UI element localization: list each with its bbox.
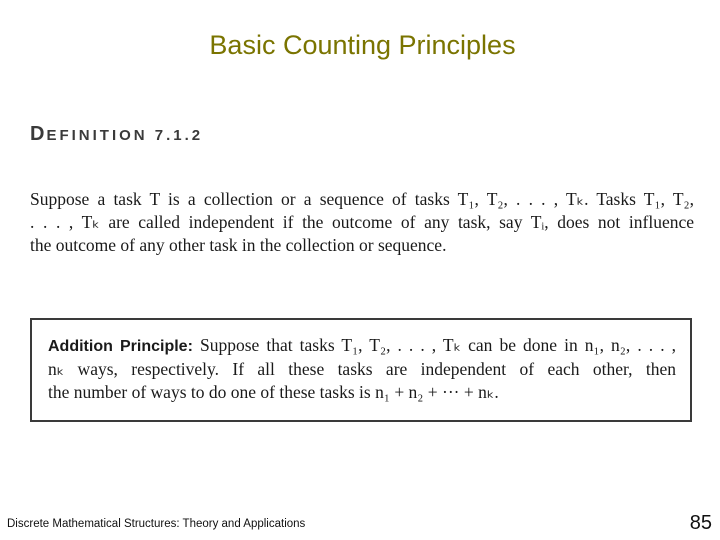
addition-principle-line1: Suppose that tasks T₁, T₂, . . . , Tₖ can be done in n₁, n₂, . . . , bbox=[199, 335, 677, 355]
definition-line: . . . , Tₖ are called independent if the outcome of any task, say Tᵢ, does not influence bbox=[30, 212, 694, 232]
definition-heading-initial: D bbox=[30, 123, 47, 145]
definition-body bbox=[30, 188, 694, 257]
definition-line: the outcome of any other task in the collection or sequence. bbox=[30, 235, 447, 255]
addition-principle-line: nₖ ways, respectively. If all these tasks are independent of each other, then bbox=[48, 359, 676, 379]
definition-heading-rest: EFINITION 7.1.2 bbox=[46, 127, 204, 144]
definition-heading bbox=[30, 123, 203, 146]
addition-principle-line: the number of ways to do one of these tasks is n₁ + n₂ + ··· + nₖ. bbox=[48, 382, 499, 402]
addition-principle-text bbox=[48, 334, 676, 404]
addition-principle-line bbox=[48, 334, 676, 358]
footer-text: Discrete Mathematical Structures: Theory and Applications bbox=[7, 518, 306, 530]
page-number: 85 bbox=[689, 512, 712, 534]
addition-principle-box bbox=[30, 318, 692, 422]
slide-title: Basic Counting Principles bbox=[209, 30, 516, 60]
definition-line: Suppose a task T is a collection or a sequence of tasks T₁, T₂, . . . , Tₖ. Tasks T₁, T₂, bbox=[30, 189, 694, 209]
addition-principle-label: Addition Principle: bbox=[48, 338, 193, 355]
